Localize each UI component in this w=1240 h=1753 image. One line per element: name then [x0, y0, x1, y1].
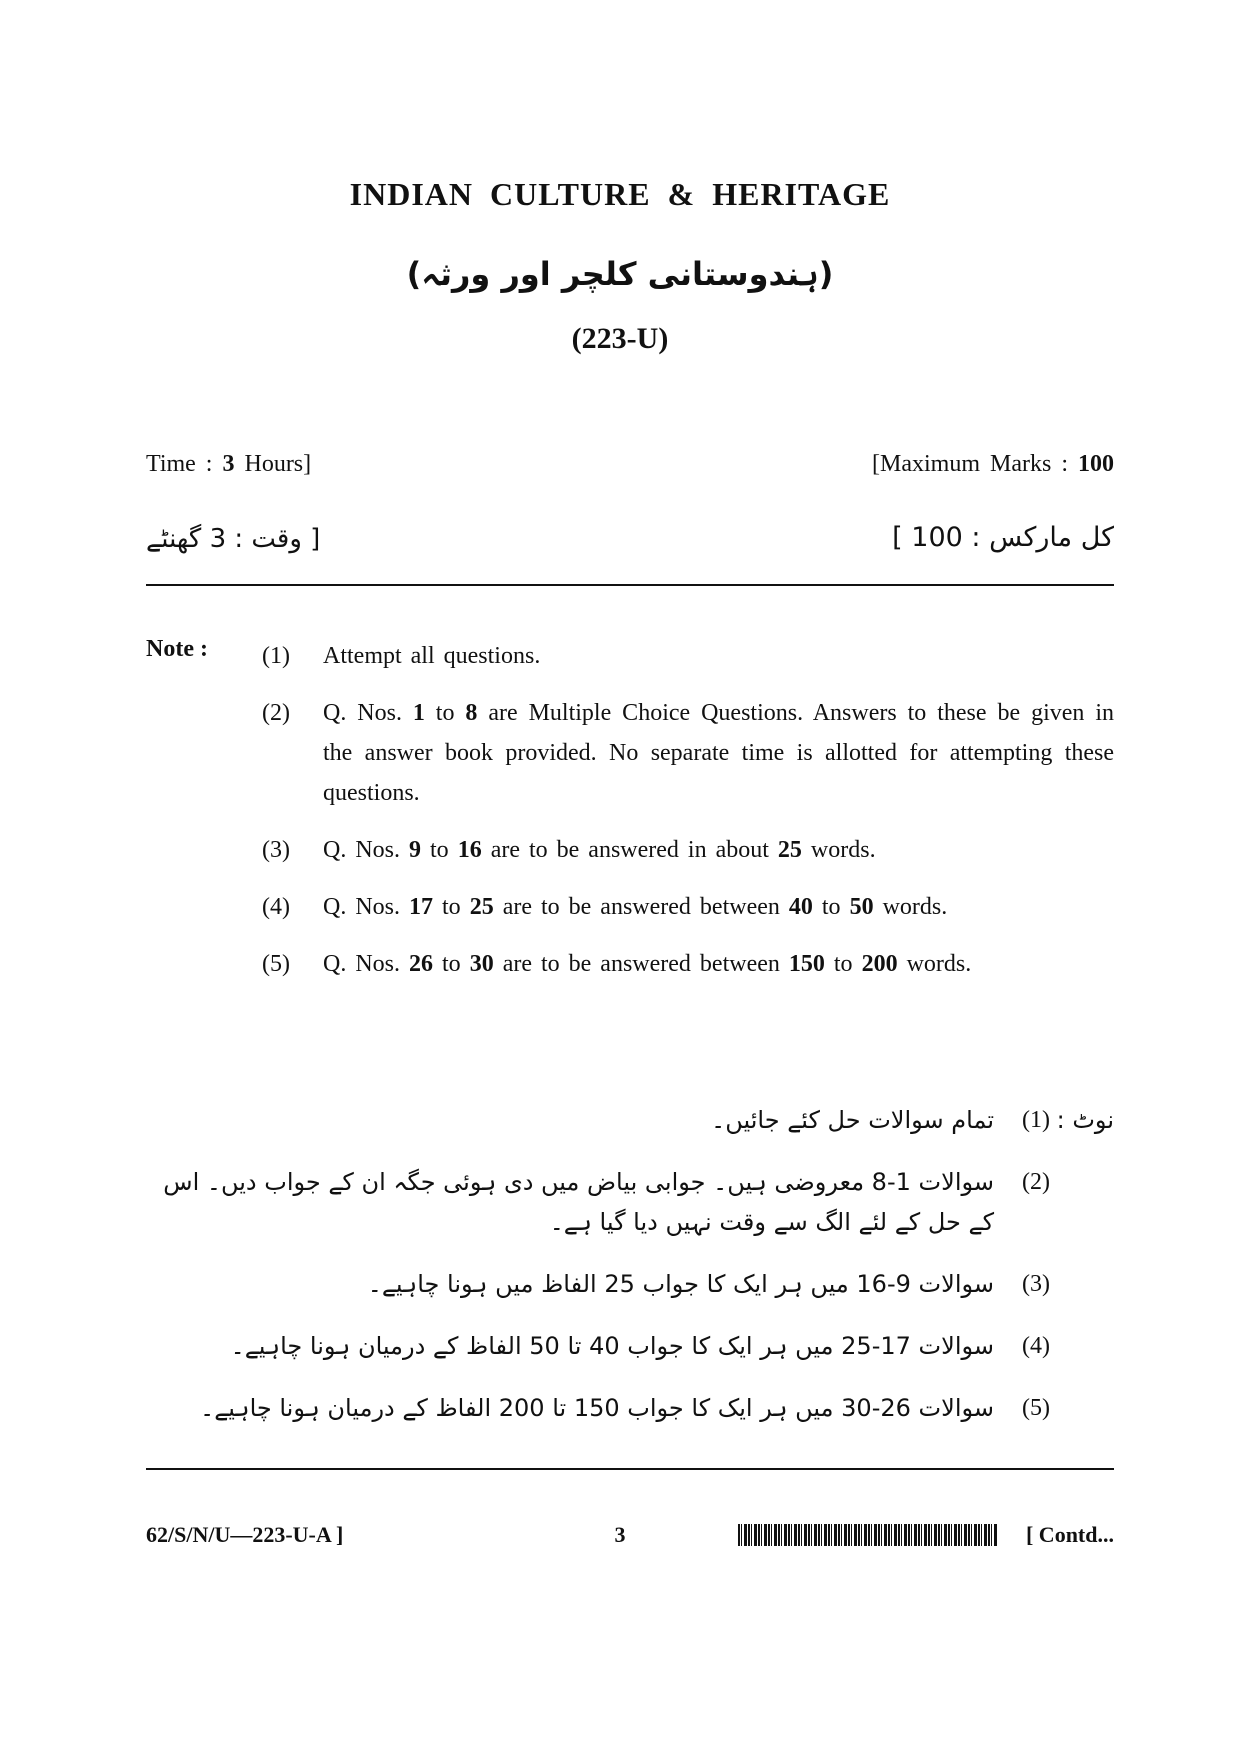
instruction-number: (1) — [262, 643, 290, 669]
maximum-marks — [872, 451, 1114, 478]
instruction-text-urdu: سوالات 1-8 معروضی ہیں۔ جوابی بیاض میں دی ہوئی جگہ ان کے جواب دیں۔ اس کے حل کے لئے الگ سے وقت نہیں دیا گیا ہے۔ — [163, 1168, 994, 1236]
instruction-text: Q. Nos. 1 to 8 are Multiple Choice Questions. Answers to these be given in the answer book provided. No separate time is allotted for attempting these questions. — [323, 700, 1114, 806]
instruction-text-urdu: سوالات 26-30 میں ہر ایک کا جواب 150 تا 200 الفاظ کے درمیان ہونا چاہیے۔ — [200, 1394, 994, 1422]
paper-code: 62/S/N/U—223-U-A ] — [146, 1522, 344, 1547]
paper-title: INDIAN CULTURE & HERITAGE — [349, 176, 891, 212]
instruction-number: (4) — [1022, 1333, 1050, 1359]
instruction-item-urdu — [146, 1264, 1114, 1304]
instruction-item — [262, 693, 1114, 813]
instruction-item — [262, 830, 1114, 870]
footer-divider — [146, 1468, 1114, 1470]
instruction-number: (3) — [1022, 1271, 1050, 1297]
marks-label: [Maximum Marks : — [872, 451, 1078, 477]
instruction-text: Q. Nos. 26 to 30 are to be answered between 150 to 200 words. — [323, 951, 972, 977]
time-unit: Hours] — [234, 451, 312, 477]
instruction-item-urdu — [146, 1162, 1114, 1242]
instruction-number: (3) — [262, 837, 290, 863]
instruction-number: (5) — [1022, 1395, 1050, 1421]
instruction-text: Q. Nos. 9 to 16 are to be answered in about 25 words. — [323, 837, 876, 863]
time-allowed — [146, 451, 311, 478]
instruction-number: (2) — [262, 700, 290, 726]
instruction-text: Q. Nos. 17 to 25 are to be answered between 40 to 50 words. — [323, 894, 948, 920]
continued-label: [ Contd... — [1025, 1522, 1114, 1547]
instruction-number: (2) — [1022, 1169, 1050, 1195]
note-label-urdu: نوٹ : — [1056, 1106, 1114, 1134]
instruction-item-urdu — [146, 1100, 1114, 1140]
page-number: 3 — [614, 1522, 626, 1547]
paper-title-urdu: (ہندوستانی کلچر اور ورثہ) — [406, 255, 834, 293]
header-divider — [146, 584, 1114, 586]
time-label: Time : — [146, 451, 223, 477]
subject-code: (223-U) — [571, 322, 669, 355]
note-label: Note : — [146, 636, 208, 662]
instructions-english — [262, 636, 1114, 1001]
instruction-item — [262, 944, 1114, 984]
instructions-urdu — [146, 1100, 1114, 1450]
instruction-text-urdu: سوالات 9-16 میں ہر ایک کا جواب 25 الفاظ میں ہونا چاہیے۔ — [367, 1270, 994, 1298]
maximum-marks-urdu: کل مارکس : 100 ] — [892, 522, 1114, 553]
instruction-number: (5) — [262, 951, 290, 977]
time-value: 3 — [222, 451, 235, 477]
marks-value: 100 — [1078, 451, 1114, 477]
instruction-item-urdu — [146, 1388, 1114, 1428]
time-allowed-urdu: [ وقت : 3 گھنٹے — [146, 524, 321, 554]
instruction-item — [262, 636, 1114, 676]
instruction-text: Attempt all questions. — [323, 643, 541, 669]
instruction-text-urdu: سوالات 17-25 میں ہر ایک کا جواب 40 تا 50 الفاظ کے درمیان ہونا چاہیے۔ — [230, 1332, 994, 1360]
barcode-image — [738, 1524, 998, 1546]
instruction-item-urdu — [146, 1326, 1114, 1366]
instruction-number: (4) — [262, 894, 290, 920]
instruction-item — [262, 887, 1114, 927]
instruction-text-urdu: تمام سوالات حل کئے جائیں۔ — [711, 1106, 994, 1134]
instruction-number: (1) — [1022, 1107, 1050, 1133]
